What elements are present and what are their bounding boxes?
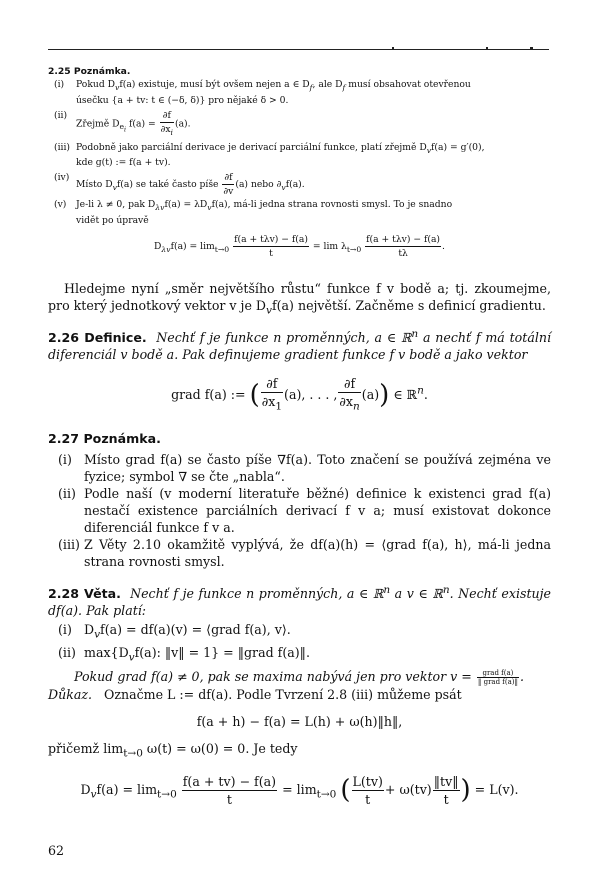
- theorem-text: 2.28 Věta. Nechť f je funkce n proměnných, a ∈ ℝ$^n$ a v ∈ ℝ$^n$. Nechť existuje df(a). Pak platí:: [48, 584, 551, 619]
- remark-item: (v) Je-li λ ≠ 0, pak $D_{\lambda v}f(a) = \lambda D_vf(a)$, má-li jedna strana rovnosti smysl. To je snadno vidět po úpravě: [54, 199, 453, 227]
- equation: f(a + h) − f(a) = L(h) + ω(h)‖h‖,: [196, 714, 403, 729]
- remark-item: (i) Pokud $D_vf(a)$ existuje, musí být ovšem nejen a ∈ $D_f$, ale $D_f$ musí obsahovat otevřenou úsečku {a + tv: t ∈ (−δ, δ)} pro nějaké δ > 0.: [54, 79, 471, 106]
- fraction: $\frac{\text{f(a + tλv) − f(a)}}{t\lambda}$: [366, 234, 441, 260]
- remark-2-25: [48, 65, 551, 260]
- equation: $D_vf(a) = \lim_{t\to 0}$ $\frac{f(a + tv) - f(a)}{t}$ = $\lim_{t\to 0}$ ( $\frac{L(tv)}{t}$ + ω(tv) $\frac{‖tv‖}{t}$ ) = L(v).: [80, 773, 519, 807]
- fraction: $\frac{\text{f(a + tλv) − f(a)}}{t}$: [234, 234, 308, 260]
- fraction: $\frac{‖tv‖}{t}$: [433, 773, 459, 807]
- header-mark: [486, 47, 488, 49]
- remark-title: 2.25 Poznámka.: [48, 66, 131, 77]
- proof-text: přičemž $\lim_{t\to 0} \omega(t) = \omega(0) = 0$. Je tedy: [48, 741, 298, 760]
- remark-2-27: [48, 430, 551, 570]
- fraction: $\frac{\partial f}{\partial x_1}$: [261, 375, 283, 416]
- fraction: $\frac{\partial f}{\partial v}$: [223, 172, 234, 198]
- fraction: $\frac{f(a + tv) - f(a)}{t}$: [182, 773, 277, 807]
- remark-title: 2.27 Poznámka.: [48, 431, 161, 446]
- header-mark: [530, 47, 533, 49]
- fraction: $\frac{L(tv)}{t}$: [352, 773, 383, 807]
- remark-item: (ii) Zřejmě $D_{e_i}$ f(a) = $\frac{\partial f}{\partial x_i}$ (a).: [54, 109, 191, 137]
- proof-text: Důkaz. Označme L := df(a). Podle Tvrzení 2.8 (iii) můžeme psát: [48, 687, 462, 702]
- equation: $D_{\lambda v}f(a) = \lim_{t\to 0}$ $\frac{\text{f(a + tλv) − f(a)}}{t}$ = $\lim \lambda_{t\to 0}$ $\frac{\text{f(a + tλv) − f(a)}}{t\lambda}$ .: [154, 234, 445, 260]
- header-rule: [48, 49, 549, 50]
- fraction: $\frac{\partial f}{\partial x_n}$: [338, 375, 360, 416]
- equation: grad f(a) := ( $\frac{\partial f}{\partial x_1}$ (a), . . . , $\frac{\partial f}{\partial x_n}$ (a)) ∈ ℝ$^n$.: [48, 375, 551, 416]
- fraction: $\frac{\text{grad f(a)}}{\text{‖ grad f(a)‖}}$: [477, 669, 519, 687]
- definition-text: 2.26 Definice. Nechť f je funkce n proměnných, a ∈ ℝ$^n$ a nechť f má totální diferenciál v bodě a. Pak definujeme gradient funkce f v bodě a jako vektor: [48, 328, 551, 363]
- remark-item: (iv) Místo $D_vf(a)$ se také často píše $\frac{\partial f}{\partial v}$ (a) nebo $\partial_vf(a)$.: [54, 172, 305, 198]
- theorem-item: (i) $D_vf(a) = df(a)(v)$ = ⟨grad f(a), v⟩.: [58, 622, 291, 641]
- fraction: $\frac{\partial f}{\partial x_i}$: [160, 109, 173, 137]
- theorem-2-28: [48, 582, 551, 686]
- page-number: 62: [48, 843, 65, 858]
- header-mark: [392, 47, 394, 49]
- remark-item: (iii) Podobně jako parciální derivace je derivací parciální funkce, platí zřejmě $D_vf(a) = g'(0)$, kde g(t) := f(a + tv).: [54, 141, 485, 169]
- remark-item: (iii) Z Věty 2.10 okamžitě vyplývá, že df(a)(h) = ⟨grad f(a), h⟩, má-li jedna strana rovnosti smysl.: [58, 537, 551, 569]
- theorem-last: Pokud grad f(a) ≠ 0, pak se maxima nabývá jen pro vektor v = $\frac{\text{grad f(a)}}{\text{‖ grad f(a)‖}}$ .: [74, 669, 525, 687]
- remark-item: (ii) Podle naší (v moderní literatuře běžné) definice k existenci grad f(a) nestačí existence parciálních derivací f v a; musí existovat dokonce diferenciál funkce f v a.: [58, 486, 551, 535]
- theorem-item: (ii) $\max\{D_vf(a)$: ‖v‖ = 1} = ‖grad f(a)‖.: [58, 644, 310, 664]
- intro-paragraph: Hledejme nyní „směr největšího růstu“ funkce f v bodě a; tj. zkoumejme, pro který jednotkový vektor v je $D_vf(a)$ největší. Začněme s definicí gradientu.: [48, 281, 551, 317]
- remark-item: (i) Místo grad f(a) se často píše ∇f(a). Toto značení se používá zejména ve fyzice; symbol ∇ se čte „nabla“.: [58, 452, 551, 484]
- definition-2-26: [48, 326, 551, 416]
- proof: [48, 686, 551, 808]
